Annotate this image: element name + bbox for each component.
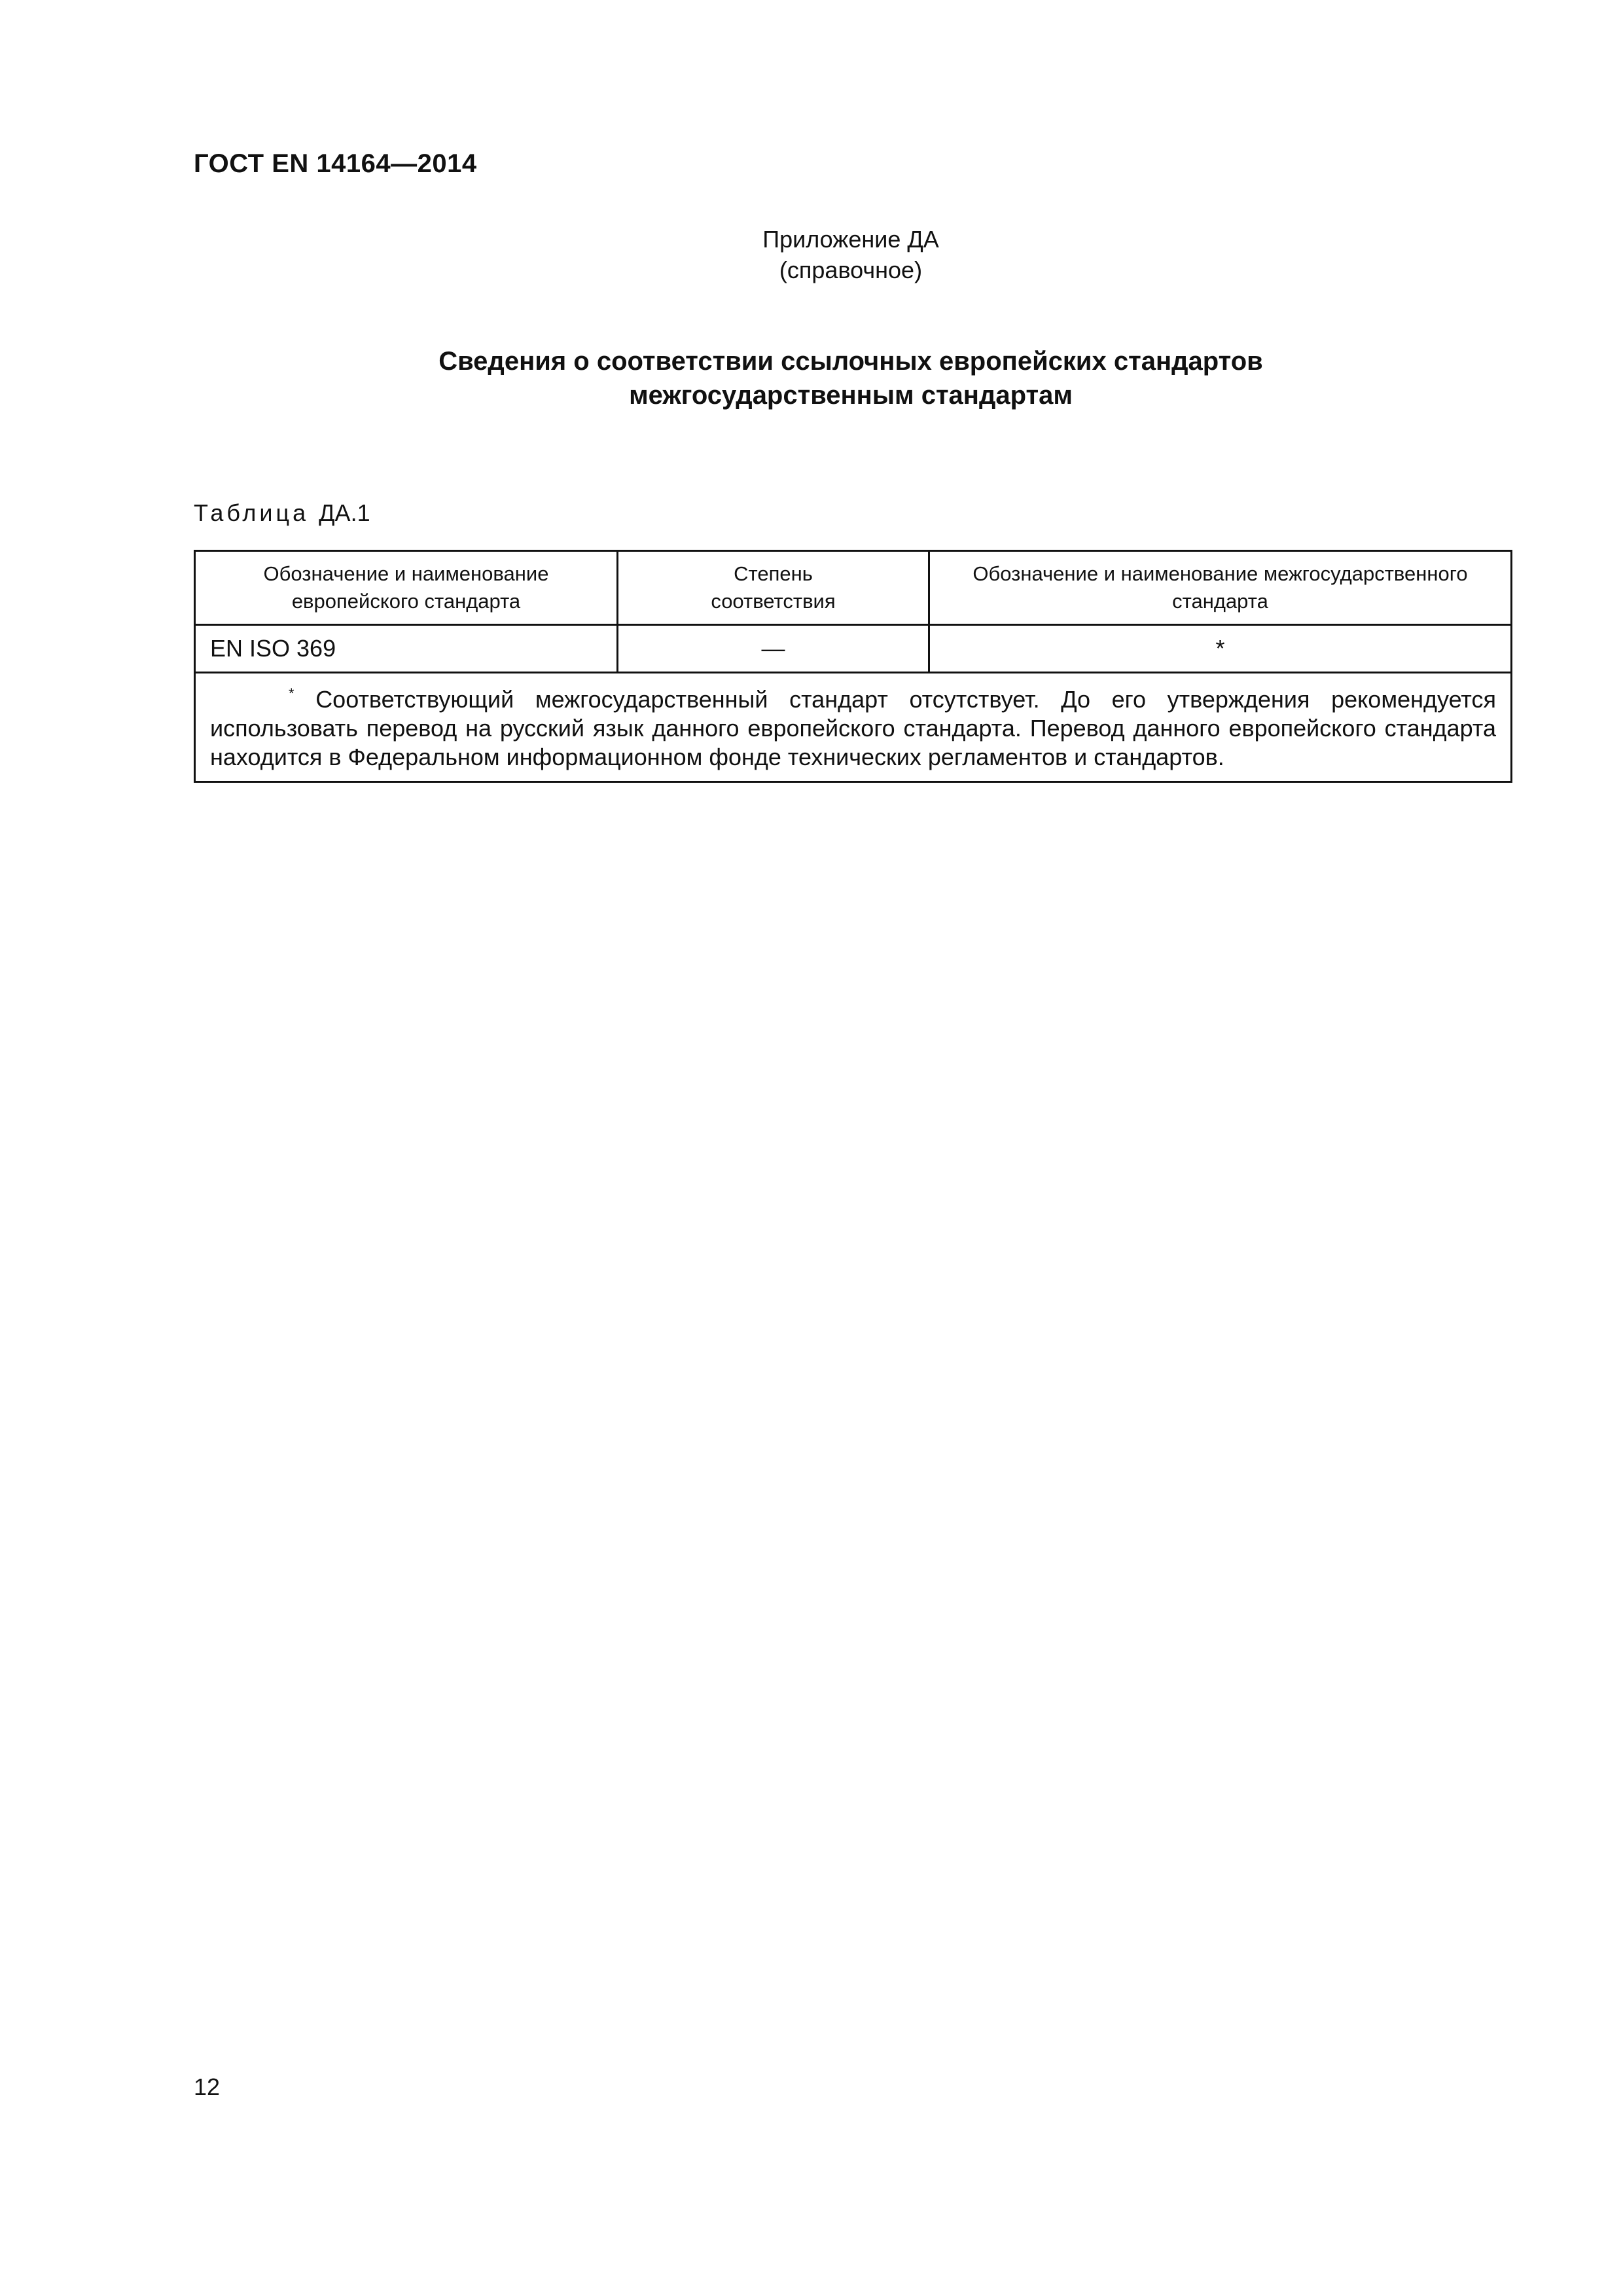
cell-european-standard: EN ISO 369 xyxy=(195,625,618,673)
header-european-standard: Обозначение и наименование европейского стандарта xyxy=(195,551,618,625)
footnote-text: Соответствующий межгосударственный стандарт отсутствует. До его утверждения рекомендуется использовать перевод на русский язык данного европейского стандарта. Перевод данного европейского стандарта находится в Федеральном информационном фонде технических регламентов и стандартов. xyxy=(210,686,1496,770)
cell-interstate-standard: * xyxy=(929,625,1512,673)
cell-degree: — xyxy=(618,625,929,673)
table-footnote xyxy=(195,673,1512,782)
table-caption xyxy=(194,499,370,527)
page-number: 12 xyxy=(194,2073,221,2100)
header-interstate-standard: Обозначение и наименование межгосударственного стандарта xyxy=(929,551,1512,625)
annex-status: (справочное) xyxy=(779,257,923,283)
annex-heading xyxy=(0,224,1623,285)
section-title xyxy=(0,344,1623,412)
table-caption-number: ДА.1 xyxy=(319,499,370,526)
footnote-marker: * xyxy=(289,685,294,702)
table-footnote-row xyxy=(195,673,1512,782)
header-degree-of-correspondence: Степень соответствия xyxy=(618,551,929,625)
section-title-line1: Сведения о соответствии ссылочных европейских стандартов xyxy=(438,347,1263,376)
section-title-line2: межгосударственным стандартам xyxy=(629,381,1073,410)
table-row xyxy=(195,625,1512,673)
annex-title: Приложение ДА xyxy=(762,226,939,253)
table-caption-label: Таблица xyxy=(194,499,310,526)
correspondence-table xyxy=(194,550,1512,783)
document-code: ГОСТ EN 14164—2014 xyxy=(194,149,477,178)
table-header-row xyxy=(195,551,1512,625)
